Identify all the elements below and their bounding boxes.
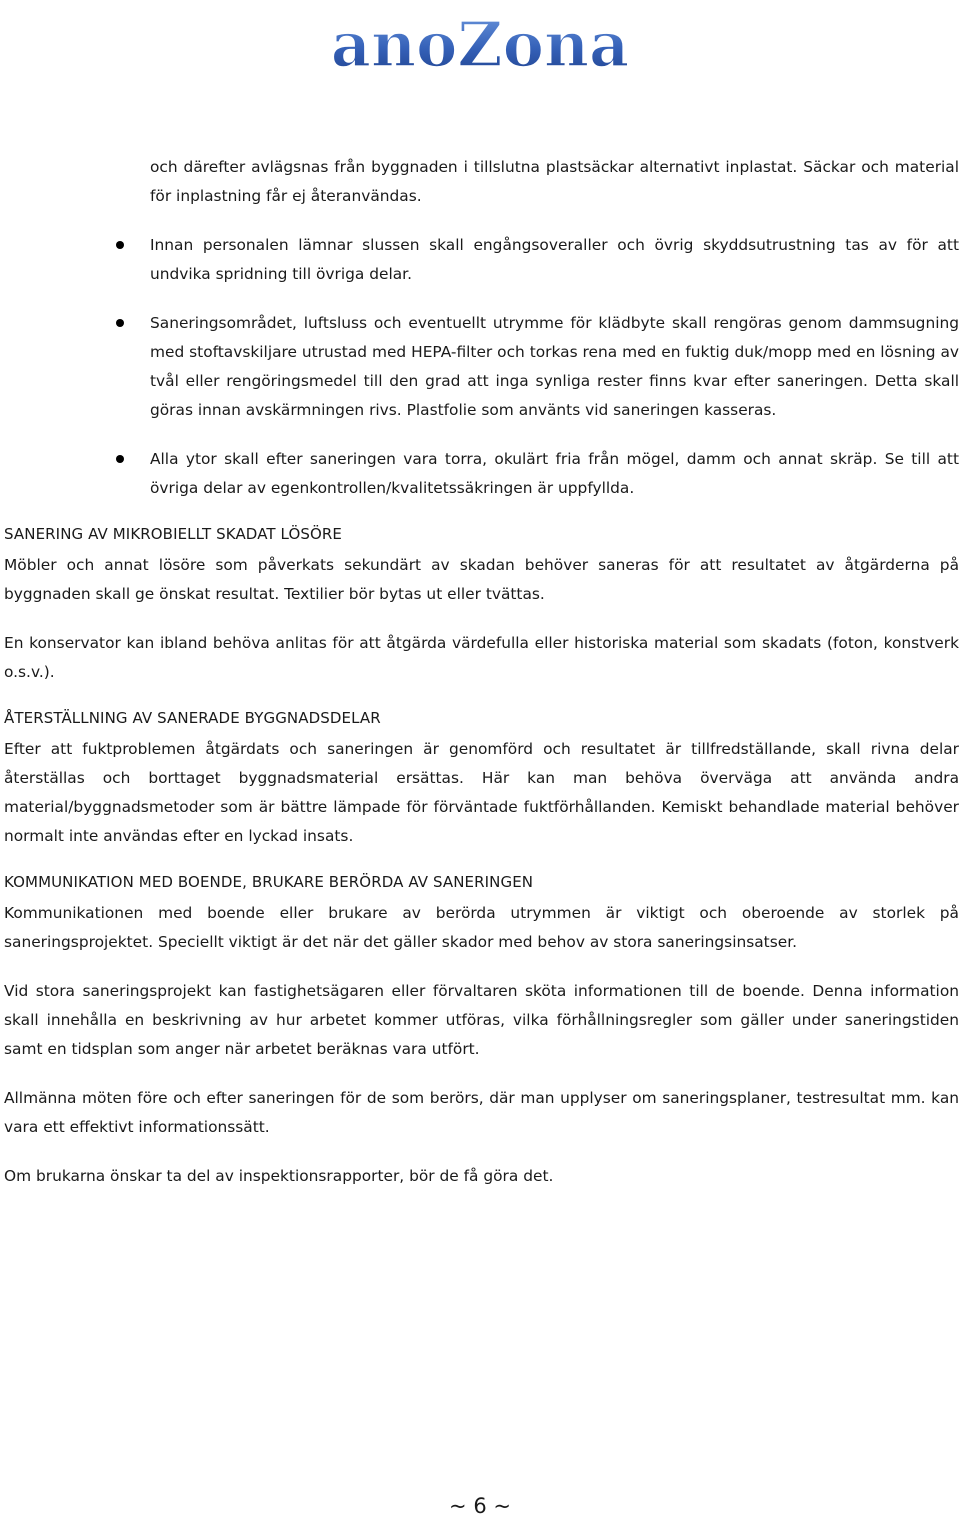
bullet-text: och därefter avlägsnas från byggnaden i tillslutna plastsäckar alternativt inplastat. Säckar och material för inplastning får ej återanvändas. <box>150 158 959 205</box>
bullet-dot-icon <box>116 455 124 463</box>
body-paragraph: Vid stora saneringsprojekt kan fastighetsägaren eller förvaltaren sköta informationen till de boende. Denna information skall innehålla en beskrivning av hur arbetet kommer utföras, vilka förhållningsregler som gäller under saneringstiden samt en tidsplan som anger när arbetet beräknas vara utfört. <box>4 982 959 1058</box>
section-heading: ÅTERSTÄLLNING AV SANERADE BYGGNADSDELAR <box>4 709 381 727</box>
sections <box>4 523 959 1191</box>
body-paragraph: Kommunikationen med boende eller brukare av berörda utrymmen är viktigt och oberoende av storlek på saneringsprojektet. Speciellt viktigt är det när det gäller skador med behov av stora saneringsinsatser. <box>4 904 959 951</box>
bullet-item <box>4 231 959 289</box>
logo-text: anoZona <box>330 8 630 81</box>
body-paragraph: Om brukarna önskar ta del av inspektionsrapporter, bör de få göra det. <box>4 1167 554 1185</box>
section <box>4 871 959 1191</box>
bullet-list <box>4 153 959 503</box>
section-heading: KOMMUNIKATION MED BOENDE, BRUKARE BERÖRDA AV SANERINGEN <box>4 873 534 891</box>
body-paragraph: Möbler och annat lösöre som påverkats sekundärt av skadan behöver saneras för att resultatet av åtgärderna på byggnaden skall ge önskat resultat. Textilier bör bytas ut eller tvättas. <box>4 556 959 603</box>
bullet-text: Saneringsområdet, luftsluss och eventuellt utrymme för klädbyte skall rengöras genom dammsugning med stoftavskiljare utrustad med HEPA-filter och torkas rena med en fuktig duk/mopp med en lösning av tvål eller rengöringsmedel till den grad att inga synliga rester finns kvar efter saneringen. Detta skall göras innan avskärmningen rivs. Plastfolie som använts vid saneringen kasseras. <box>150 314 959 419</box>
anozona-logo-graphic <box>290 4 670 84</box>
bullet-item <box>4 445 959 503</box>
bullet-continuation <box>4 153 959 211</box>
bullet-dot-icon <box>116 319 124 327</box>
bullet-text: Alla ytor skall efter saneringen vara torra, okulärt fria från mögel, damm och annat skräp. Se till att övriga delar av egenkontrollen/kvalitetssäkringen är uppfyllda. <box>150 450 959 497</box>
section <box>4 523 959 687</box>
page-number: ~ 6 ~ <box>449 1494 511 1518</box>
document-body <box>4 153 959 1211</box>
body-paragraph: Allmänna möten före och efter saneringen för de som berörs, där man upplyser om saneringsplaner, testresultat mm. kan vara ett effektivt informationssätt. <box>4 1089 959 1136</box>
bullet-dot-icon <box>116 241 124 249</box>
bullet-text: Innan personalen lämnar slussen skall engångsoveraller och övrig skyddsutrustning tas av för att undvika spridning till övriga delar. <box>150 236 959 283</box>
site-logo <box>0 4 960 84</box>
body-paragraph: Efter att fuktproblemen åtgärdats och saneringen är genomförd och resultatet är tillfredställande, skall rivna delar återställas och borttaget byggnadsmaterial ersättas. Här kan man behöva överväga att använda andra material/byggnadsmetoder som är bättre lämpade för förväntade fuktförhållanden. Kemiskt behandlade material behöver normalt inte användas efter en lyckad insats. <box>4 740 959 845</box>
section <box>4 707 959 851</box>
bullet-item <box>4 309 959 425</box>
body-paragraph: En konservator kan ibland behöva anlitas för att åtgärda värdefulla eller historiska material som skadats (foton, konstverk o.s.v.). <box>4 634 959 681</box>
section-heading: SANERING AV MIKROBIELLT SKADAT LÖSÖRE <box>4 525 342 543</box>
